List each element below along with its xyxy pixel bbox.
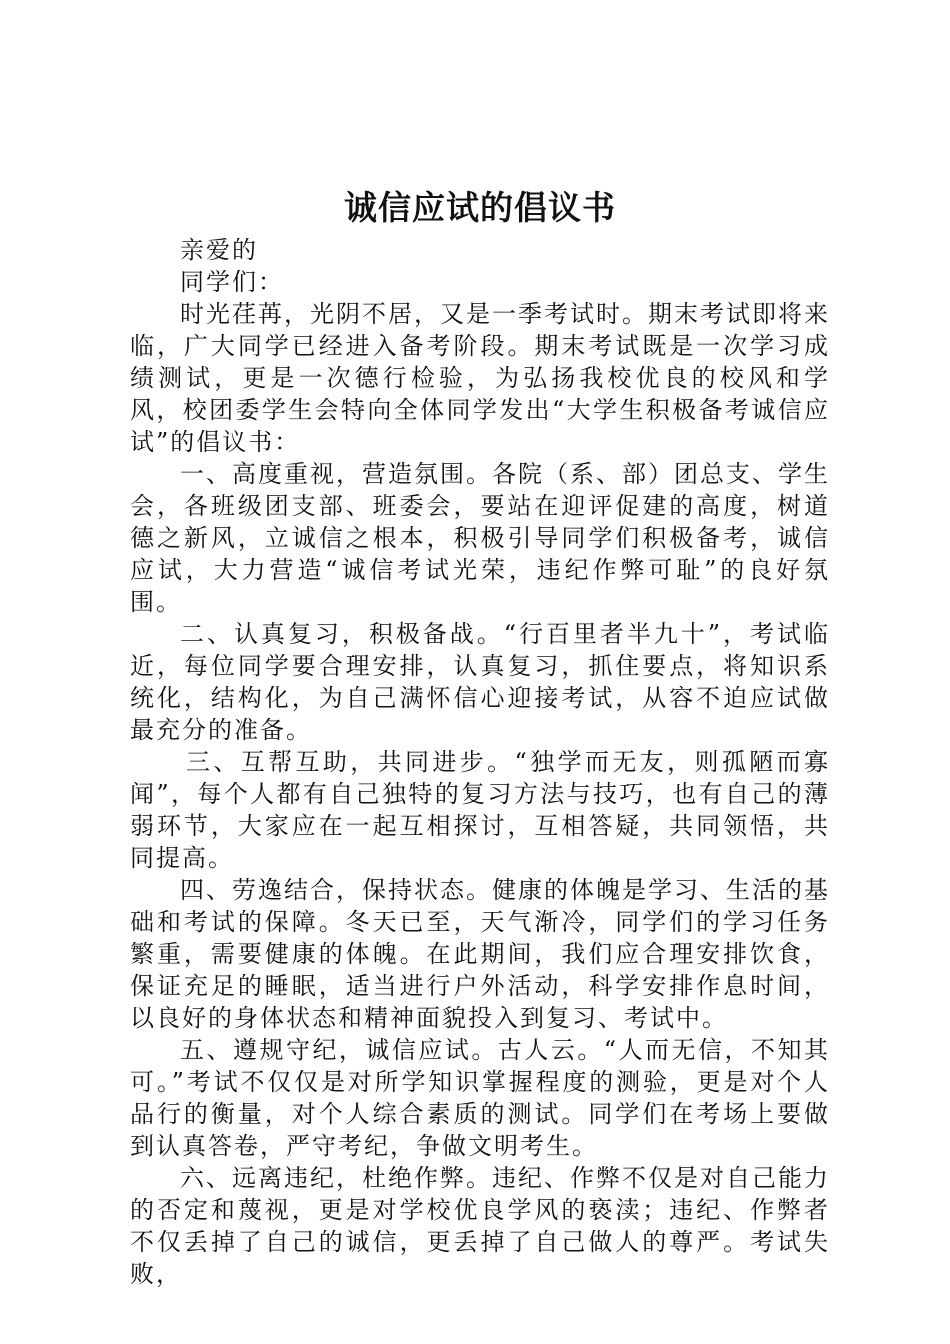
paragraph-point-1: 一、高度重视，营造氛围。各院（系、部）团总支、学生会，各班级团支部、班委会，要站在迎评促建的高度，树道德之新风，立诚信之根本，积极引导同学们积极备考，诚信应试，大力营造“诚信考试光荣，违纪作弊可耻”的良好氛围。 xyxy=(130,460,830,616)
paragraph-point-4: 四、劳逸结合，保持状态。健康的体魄是学习、生活的基础和考试的保障。冬天已至，天气渐冷，同学们的学习任务繁重，需要健康的体魄。在此期间，我们应合理安排饮食，保证充足的睡眠，适当进行户外活动，科学安排作息时间，以良好的身体状态和精神面貌投入到复习、考试中。 xyxy=(130,876,830,1032)
paragraph-point-5: 五、遵规守纪，诚信应试。古人云。“人而无信，不知其可。”考试不仅仅是对所学知识掌握程度的测验，更是对个人品行的衡量，对个人综合素质的测试。同学们在考场上要做到认真答卷，严守考纪，争做文明考生。 xyxy=(130,1036,830,1160)
paragraph-point-6: 六、远离违纪，杜绝作弊。违纪、作弊不仅是对自己能力的否定和蔑视，更是对学校优良学风的亵渎；违纪、作弊者不仅丢掉了自己的诚信，更丢掉了自己做人的尊严。考试失败， xyxy=(130,1164,830,1288)
document-title: 诚信应试的倡议书 xyxy=(344,188,616,227)
paragraph-point-2: 二、认真复习，积极备战。“行百里者半九十”，考试临近，每位同学要合理安排，认真复习，抓住要点，将知识系统化，结构化，为自己满怀信心迎接考试，从容不迫应试做最充分的准备。 xyxy=(130,620,830,744)
paragraph-point-3: 三、互帮互助，共同进步。“独学而无友，则孤陋而寡闻”，每个人都有自己独特的复习方法与技巧，也有自己的薄弱环节，大家应在一起互相探讨，互相答疑，共同领悟，共同提高。 xyxy=(130,748,830,872)
document-body xyxy=(130,234,830,1290)
salutation-line-1: 亲爱的 xyxy=(180,236,258,264)
paragraph-intro: 时光荏苒，光阴不居，又是一季考试时。期末考试即将来临，广大同学已经进入备考阶段。期末考试既是一次学习成绩测试，更是一次德行检验，为弘扬我校优良的校风和学风，校团委学生会特向全体同学发出“大学生积极备考诚信应试”的倡议书： xyxy=(130,300,830,456)
salutation-line-2: 同学们： xyxy=(180,268,284,296)
